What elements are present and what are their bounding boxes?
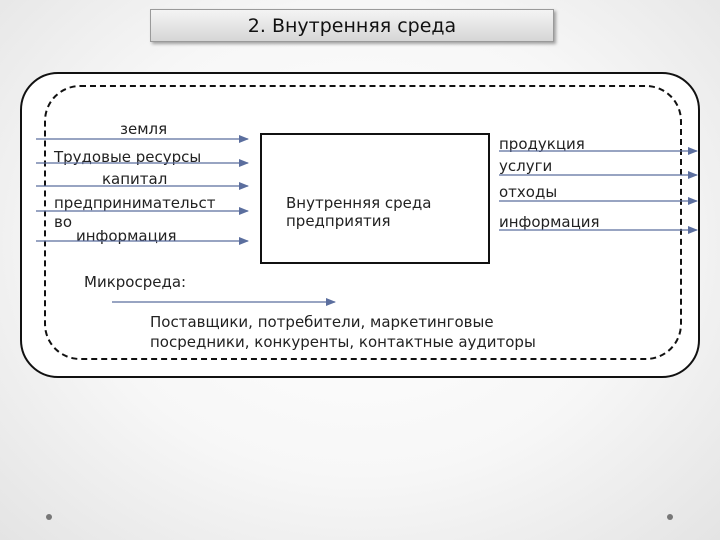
output-services-label: услуги bbox=[499, 157, 553, 175]
microenvironment-description: Поставщики, потребители, маркетинговые посредники, конкуренты, контактные аудиторы bbox=[150, 313, 536, 351]
enterprise-label bbox=[286, 194, 431, 230]
enterprise-label-line1: Внутренняя среда bbox=[286, 194, 432, 212]
input-information-label: информация bbox=[76, 227, 177, 245]
output-waste-label: отходы bbox=[499, 183, 558, 201]
output-information-label: информация bbox=[499, 213, 600, 231]
decorative-dot-left bbox=[46, 514, 52, 520]
input-land-label: земля bbox=[120, 120, 168, 138]
output-products-label: продукция bbox=[499, 135, 585, 153]
enterprise-label-line2: предприятия bbox=[286, 212, 391, 230]
input-labor-label: Трудовые ресурсы bbox=[54, 148, 202, 166]
microenvironment-label: Микросреда: bbox=[84, 273, 187, 291]
input-capital-label: капитал bbox=[102, 170, 168, 188]
input-entrepreneurship-label: предпринимательст bbox=[54, 194, 216, 212]
decorative-dot-right bbox=[667, 514, 673, 520]
slide-title: 2. Внутренняя среда bbox=[150, 9, 554, 42]
input-entrepreneurship-label-cont: во bbox=[54, 213, 73, 231]
